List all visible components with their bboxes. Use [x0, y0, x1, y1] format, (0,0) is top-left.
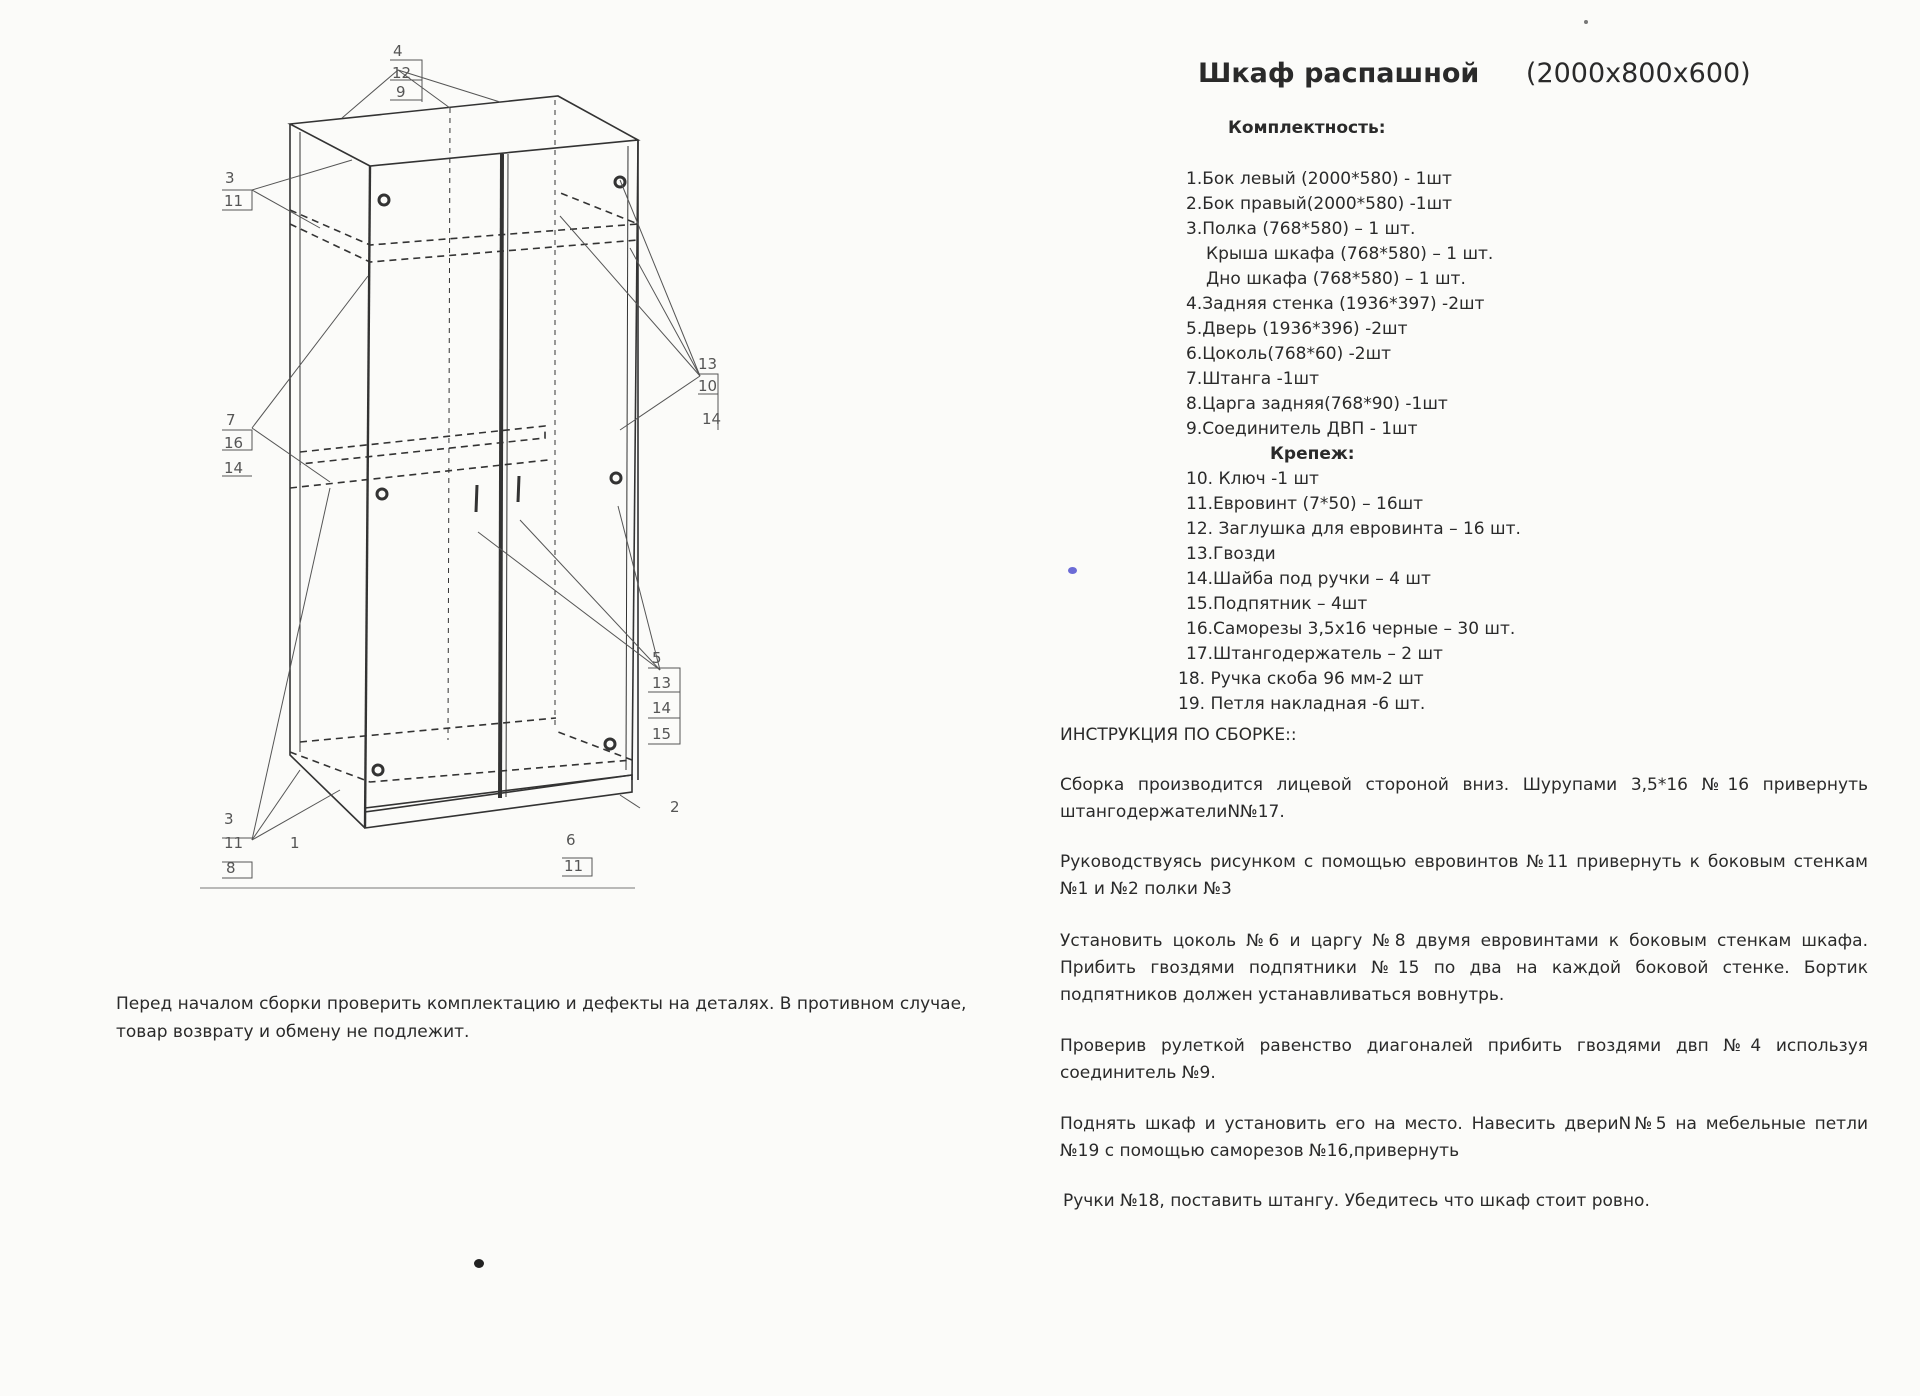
fasteners-heading: Крепеж: — [1270, 444, 1355, 464]
hinge — [615, 177, 625, 187]
callout-left-upper-1: 11 — [224, 192, 244, 210]
callout-labels — [224, 42, 721, 877]
fastener-item: 19. Петля накладная -6 шт. — [1178, 694, 1426, 714]
callout-bottom-left-2: 1 — [290, 834, 300, 852]
part-item: 9.Соединитель ДВП - 1шт — [1186, 419, 1418, 439]
document-title — [1198, 58, 1751, 89]
instruction-step: Поднять шкаф и установить его на место. Навесить двериN№5 на мебельные петли №19 с помощью саморезов №16,привернуть — [1060, 1114, 1868, 1161]
instructions-heading: ИНСТРУКЦИЯ ПО СБОРКЕ:: — [1060, 725, 1297, 745]
fastener-item: 17.Штангодержатель – 2 шт — [1186, 644, 1443, 664]
part-item: 5.Дверь (1936*396) -2шт — [1186, 319, 1408, 339]
title-dimensions: (2000х800х600) — [1525, 58, 1751, 89]
scan-speck — [1584, 20, 1588, 24]
callout-right-lower-0: 5 — [652, 649, 662, 667]
instruction-step: Установить цоколь №6 и царгу №8 двумя евровинтами к боковым стенкам шкафа. Прибить гвоздями подпятники №15 по два на каждой боковой стенке. Бортик подпятников должен устанавливаться вовнутрь. — [1060, 931, 1868, 1005]
hinge — [611, 473, 621, 483]
part-item: Дно шкафа (768*580) – 1 шт. — [1206, 269, 1466, 289]
callout-top-1: 12 — [392, 64, 412, 82]
instruction-step: Сборка производится лицевой стороной вниз. Шурупами 3,5*16 №16 привернуть штангодержателиN№17. — [1060, 775, 1868, 822]
contents-heading: Комплектность: — [1228, 118, 1386, 138]
fastener-item: 12. Заглушка для евровинта – 16 шт. — [1186, 519, 1521, 539]
fastener-item: 15.Подпятник – 4шт — [1186, 594, 1368, 614]
callout-right-lower-1: 13 — [652, 674, 672, 692]
callout-bottom-right-0: 2 — [670, 798, 680, 816]
lower-shelf — [290, 732, 632, 782]
callout-right-upper-2: 14 — [702, 410, 722, 428]
fastener-item: 14.Шайба под ручки – 4 шт — [1186, 569, 1431, 589]
callout-left-upper-0: 3 — [225, 169, 235, 187]
fastener-item: 11.Евровинт (7*50) – 16шт — [1186, 494, 1424, 514]
callout-left-mid-0: 7 — [226, 411, 236, 429]
callout-bottom-mid-0: 6 — [566, 831, 576, 849]
carcass-top-panel — [290, 96, 638, 166]
warning-note: Перед началом сборки проверить комплектацию и дефекты на деталях. В противном случае, товар возврату и обмену не подлежит. — [116, 994, 967, 1042]
part-item: 6.Цоколь(768*60) -2шт — [1186, 344, 1392, 364]
callout-top-0: 4 — [393, 42, 403, 60]
carcass-front-right-edge — [632, 140, 638, 780]
instruction-step: Проверив рулеткой равенство диагоналей прибить гвоздями двп №4 используя соединитель №9. — [1060, 1036, 1868, 1083]
part-item: 3.Полка (768*580) – 1 шт. — [1186, 219, 1416, 239]
callout-right-lower-3: 15 — [652, 725, 672, 743]
callout-bottom-mid-1: 11 — [564, 857, 584, 875]
upper-shelf — [290, 192, 638, 245]
part-item: 2.Бок правый(2000*580) -1шт — [1186, 194, 1453, 214]
part-item: Крыша шкафа (768*580) – 1 шт. — [1206, 244, 1494, 264]
scan-speck — [1068, 567, 1077, 574]
callout-left-mid-1: 16 — [224, 434, 244, 452]
callout-right-lower-2: 14 — [652, 699, 672, 717]
title-text: Шкаф распашной — [1198, 58, 1480, 89]
instruction-step: Ручки №18, поставить штангу. Убедитесь что шкаф стоит ровно. — [1063, 1191, 1650, 1211]
callout-top-2: 9 — [396, 83, 406, 101]
fastener-item: 13.Гвозди — [1186, 544, 1276, 564]
handle — [518, 476, 519, 502]
fastener-item: 18. Ручка скоба 96 мм-2 шт — [1178, 669, 1424, 689]
scan-speck — [474, 1259, 484, 1268]
callout-bottom-left-3: 8 — [226, 859, 236, 877]
carcass-front-left-edge — [365, 166, 370, 828]
hinge — [379, 195, 389, 205]
part-item: 1.Бок левый (2000*580) - 1шт — [1186, 169, 1452, 189]
hinge — [373, 765, 383, 775]
fastener-item: 10. Ключ -1 шт — [1186, 469, 1319, 489]
part-item: 7.Штанга -1шт — [1186, 369, 1319, 389]
part-item: 4.Задняя стенка (1936*397) -2шт — [1186, 294, 1485, 314]
callout-bottom-left-1: 11 — [224, 834, 244, 852]
part-item: 8.Царга задняя(768*90) -1шт — [1186, 394, 1448, 414]
instruction-step: Руководствуясь рисунком с помощью евровинтов №11 привернуть к боковым стенкам №1 и №2 полки №3 — [1060, 852, 1868, 899]
hinge — [605, 739, 615, 749]
callout-right-upper-1: 10 — [698, 377, 718, 395]
rail — [300, 426, 545, 464]
handle — [476, 485, 477, 512]
callout-bottom-left-0: 3 — [224, 810, 234, 828]
callout-left-mid-2: 14 — [224, 459, 244, 477]
callout-right-upper-0: 13 — [698, 355, 718, 373]
hinge — [377, 489, 387, 499]
fastener-item: 16.Саморезы 3,5х16 черные – 30 шт. — [1186, 619, 1516, 639]
